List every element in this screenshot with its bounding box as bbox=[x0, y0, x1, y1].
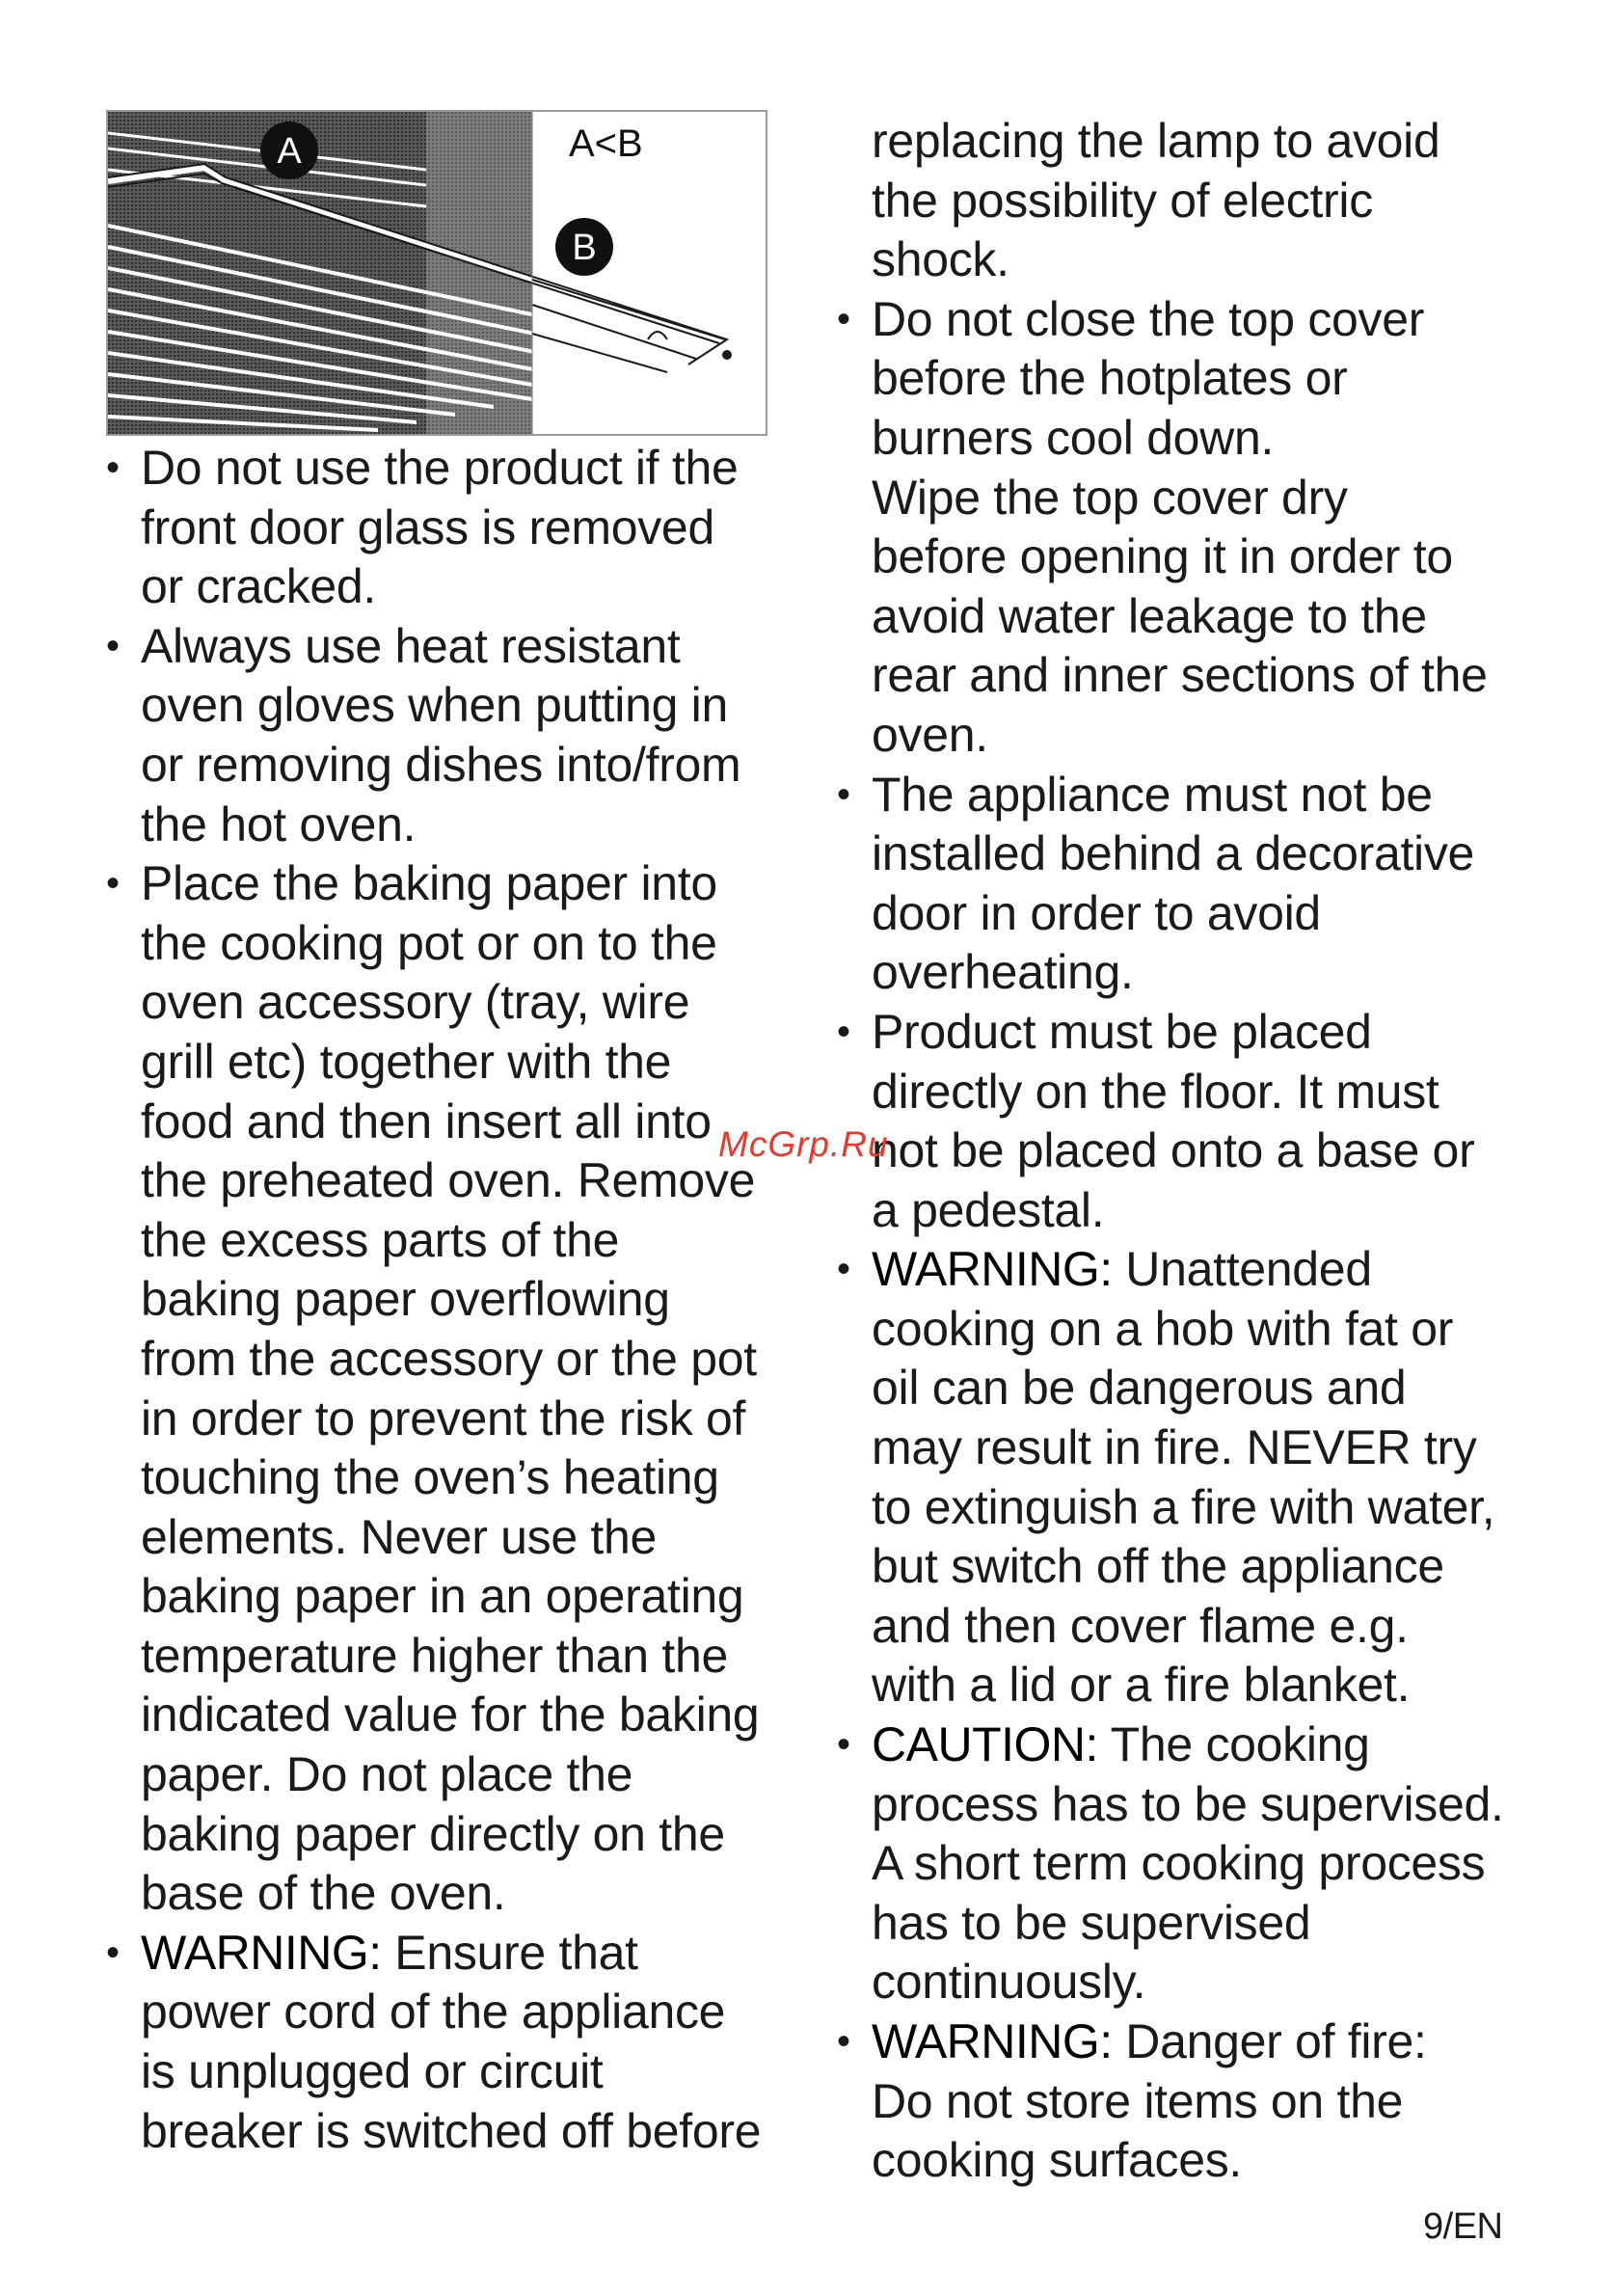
oven-rack-figure bbox=[106, 110, 767, 436]
caution-keyword: CAUTION: bbox=[872, 1717, 1098, 1772]
list-item: • Place the baking paper into the cooking pot or on to the oven accessory (tray, wire grill etc) together with the food and then insert all into the preheated oven. Remove the excess parts of the baking paper overflowing from the accessory or the pot in order to prevent the risk of touching the oven’s heating elements. Never use the baking paper in an operating temperature higher than the indicated value for the baking paper. Do not place the baking paper directly on the base of the oven. bbox=[106, 854, 877, 1924]
oven-rack-illustration bbox=[108, 112, 766, 434]
right-column bbox=[837, 112, 1608, 2191]
watermark: McGrp.Ru bbox=[718, 1124, 889, 1164]
figure-relation-label: A<B bbox=[569, 122, 643, 165]
warning-keyword: WARNING: bbox=[872, 1242, 1113, 1297]
list-item: • WARNING: Unattended cooking on a hob with fat or oil can be dangerous and may result in fire. NEVER try to extinguish a fire with water, but switch off the appliance and then cover flame e.g. with a lid or a fire blanket. bbox=[837, 1240, 1608, 1715]
list-item: • WARNING: Ensure that power cord of the appliance is unplugged or circuit breaker is switched off before bbox=[106, 1924, 877, 2161]
warning-keyword: WARNING: bbox=[141, 1925, 382, 1980]
list-item: • Do not use the product if the front door glass is removed or cracked. bbox=[106, 439, 877, 617]
warning-keyword: WARNING: bbox=[872, 2014, 1113, 2068]
marker-a bbox=[260, 122, 318, 179]
page-number: 9/EN bbox=[1423, 2206, 1503, 2247]
marker-b bbox=[555, 218, 613, 276]
list-item: • CAUTION: The cooking process has to be supervised. A short term cooking process has to be supervised continuously. bbox=[837, 1715, 1608, 2012]
list-item: • The appliance must not be installed behind a decorative door in order to avoid overheating. bbox=[837, 766, 1608, 1003]
list-item: • WARNING: Danger of fire: Do not store items on the cooking surfaces. bbox=[837, 2012, 1608, 2191]
list-item-continuation: replacing the lamp to avoid the possibility of electric shock. bbox=[872, 114, 1440, 287]
left-column bbox=[106, 439, 877, 2161]
list-item: • Do not close the top cover before the hotplates or burners cool down. Wipe the top cover dry before opening it in order to avoid water leakage to the rear and inner sections of the oven. bbox=[837, 290, 1608, 766]
svg-text:B: B bbox=[572, 228, 597, 268]
list-item: • Product must be placed directly on the floor. It must not be placed onto a base or a pedestal. bbox=[837, 1003, 1608, 1240]
list-item: • Always use heat resistant oven gloves when putting in or removing dishes into/from the hot oven. bbox=[106, 617, 877, 854]
svg-text:A: A bbox=[277, 131, 302, 172]
